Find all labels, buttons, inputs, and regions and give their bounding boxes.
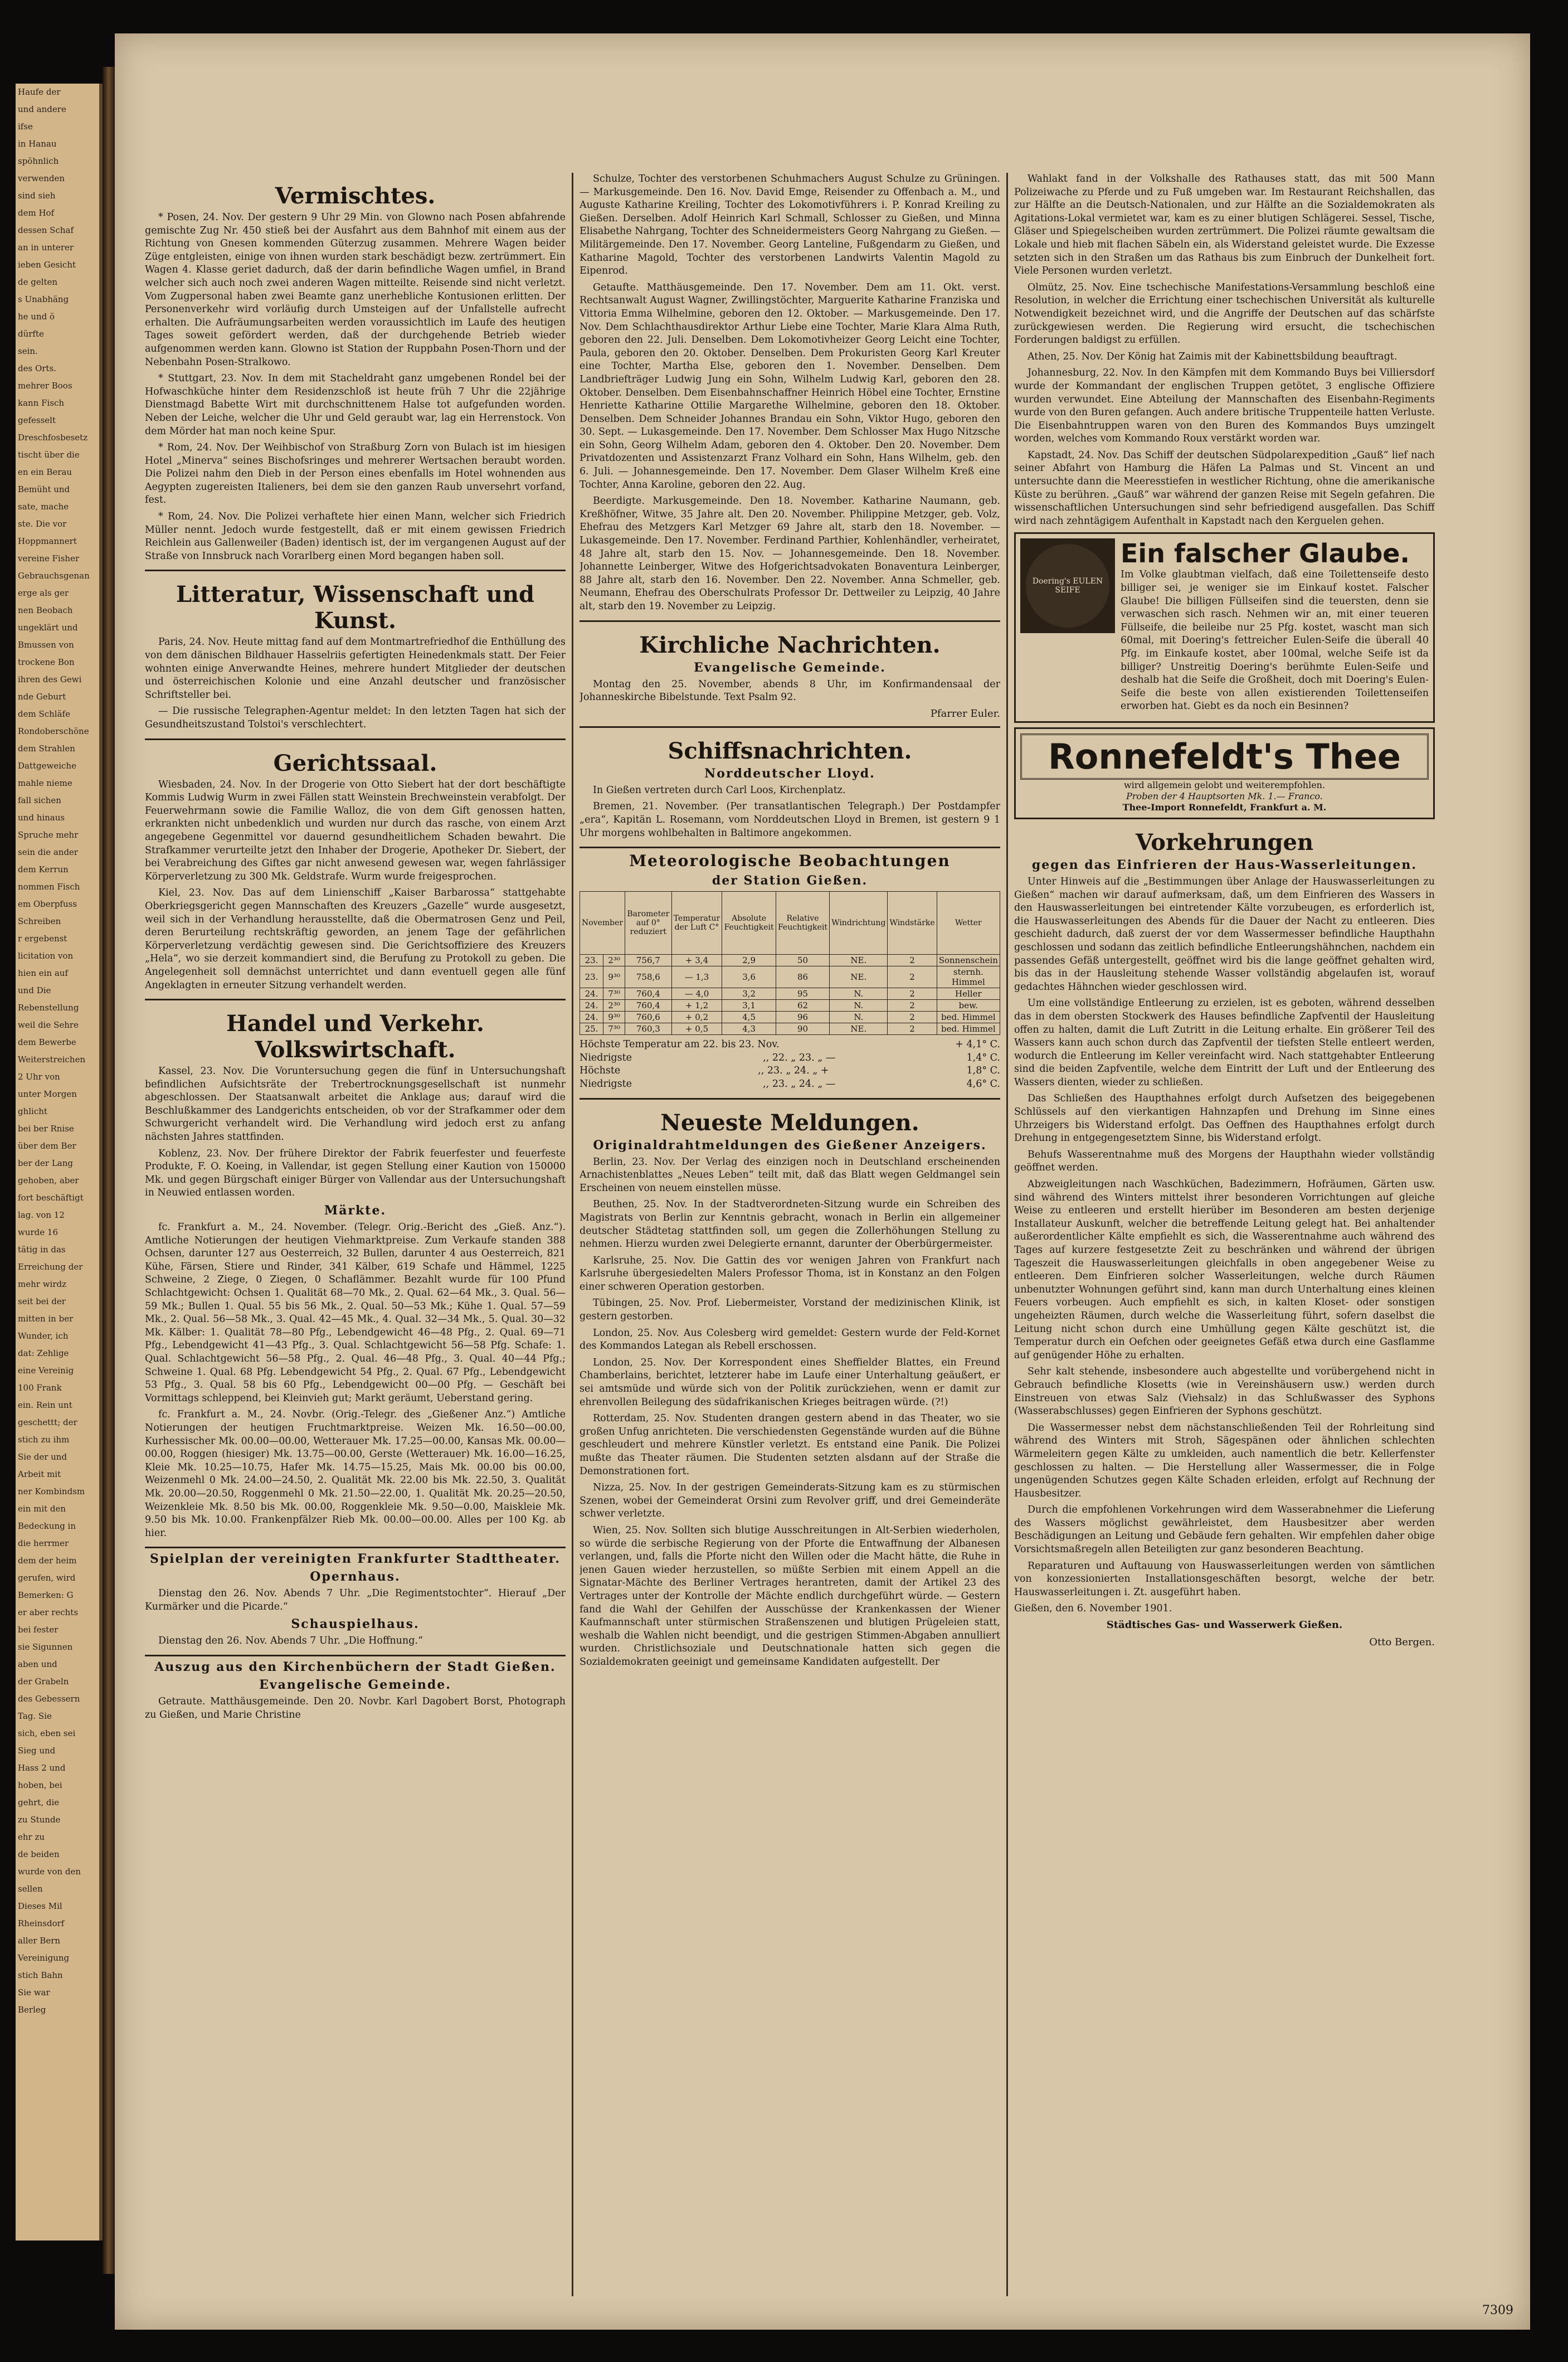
page-fragment-line: mehrer Boos [18,381,72,391]
article-paragraph: Behufs Wasserentnahme muß des Morgens der Haupthahn wieder vollständig geöffnet werden. [1014,1149,1435,1174]
page-fragment-line: ehr zu [18,1832,45,1842]
article-paragraph: Koblenz, 23. Nov. Der frühere Direktor der Fabrik feuerfester und feuerfeste Produkte, F. O. Koeing, in Vallendar, ist gegen Stellung einer Kaution von 150000 Mk. und gegen Bürgschaft einiger Bürger von Vallendar aus der Untersuchungshaft in Neuwied entlassen worden. [145,1148,566,1199]
table-cell: 23. [580,966,603,988]
article-paragraph: Um eine vollständige Entleerung zu erzielen, ist es geboten, während desselben das in dem obersten Stockwerk des Hauses befindliche Zapfventil der Hausleitung offen zu halten, damit die Luft Zutritt in die Leitung erhalte. Ein größerer Teil des Wassers kann auch schon durch das Zapfventil der tiefsten Stelle entleert werden, wodurch die Entleerung im Keller vereinfacht wird. Nach stattgehabter Entleerung sind die beiden Zapfventile, welche dem Eintritt der Luft und der Entleerung des Wassers dienten, wieder zu schließen. [1014,998,1435,1088]
page-fragment-line: dem Hof [18,208,55,218]
subsection-title-drahtmeldungen: Originaldrahtmeldungen des Gießener Anzeigers. [593,1138,987,1153]
subsection-title-gemeinde: Evangelische Gemeinde. [694,660,886,675]
weather-extreme-row [580,1078,1000,1091]
table-row [580,1000,1000,1012]
article-paragraph: Schulze, Tochter des verstorbenen Schuhmachers August Schulze zu Grüningen. — Markusgemeinde. Den 16. Nov. David Emge, Reisender zu Offenbach a. M., und Auguste Katharine Kreiling, Tochter des Lokomotivführers i. P. Konrad Kreiling zu Gießen. Derselben. Adolf Heinrich Karl Schmall, Schlosser zu Gießen, und Minna Elisabethe Nahrgang, Tochter des Schneidermeisters Georg Nahrgang zu Gießen. — Militärgemeinde. Den 17. November. Georg Lanteline, Fußgendarm zu Gießen, und Katharine Magold, Tochter des verstorbenen Landwirts Valentin Magold zu Eipenrod. [580,173,1000,277]
weather-extreme-row [580,1052,1000,1065]
page-fragment-line: de gelten [18,277,58,287]
page-fragment-line: nen Beobach [18,605,73,615]
signature: Städtisches Gas- und Wasserwerk Gießen. [1106,1619,1343,1631]
article-paragraph: fc. Frankfurt a. M., 24. Novbr. (Orig.-Telegr. des „Gießener Anz.“) Amtliche Notierungen der heutigen Fruchtmarktpreise. Weizen Mk. 16.50—00.00, Kurhessischer Mk. 00.00—00.00, Wetterauer Mk. 17.25—00.00, Kansas Mk. 00.00—00.00, Roggen (hiesiger) Mk. 13.75—00.00, Gerste (Wetterauer) Mk. 16.00—16.25, Kleie Mk. 10.25—10.75, Hafer Mk. 14.75—15.25, Mais Mk. 00.00 bis 00.00, Weizenmehl 0 Mk. 24.00—24.50, 2. Qualität Mk. 22.00 bis Mk. 22.50, 3. Qualität Mk. 20.00—20.50, Roggenmehl 0 Mk. 21.50—22.00, 1. Qualität Mk. 20.25—20.50, Weizenkleie Mk. 8.50 bis Mk. 00.00, Roggenkleie Mk. 9.50—0.00, Maiskleie Mk. 9.50 bis Mk. 10.00. Frankenpfälzer Rieb Mk. 00.00—00.00. Alles per 100 Kg. ab hier. [145,1409,566,1539]
page-fragment-line: 2 Uhr von [18,1072,60,1082]
weather-extreme-value: ,, 23. „ 24. „ + [758,1065,829,1077]
page-fragment-line: dem Strahlen [18,743,75,754]
table-cell: NE. [830,955,888,966]
page-fragment-line: fall sichen [18,795,61,805]
table-cell: 758,6 [625,966,672,988]
table-cell: 50 [776,955,829,966]
article-paragraph: Dienstag den 26. Nov. Abends 7 Uhr. „Die Regimentstochter“. Hierauf „Der Kurmärker und die Picarde.“ [145,1588,566,1612]
article-paragraph: Rotterdam, 25. Nov. Studenten drangen gestern abend in das Theater, wo sie großen Unfug anrichteten. Die verschiedensten Gegenstände wurden auf die Bühne geschleudert und mehrere Künstler verletzt. Es entstand eine Panik. Die Polizei mußte das Theater räumen. Die Studenten setzten alsdann auf der Straße die Demonstrationen fort. [580,1413,1000,1477]
page-fragment-line: Bmussen von [18,640,74,650]
article-paragraph: Tübingen, 25. Nov. Prof. Liebermeister, Vorstand der medizinischen Klinik, ist gestern gestorben. [580,1297,1000,1323]
signature: Otto Bergen. [1369,1636,1435,1649]
page-fragment-line: die herrmer [18,1538,69,1548]
subsection-title-evangelisch: Evangelische Gemeinde. [259,1678,451,1693]
page-fragment-line: ber der Lang [18,1158,74,1168]
page-fragment-line: mehr wirdz [18,1279,67,1289]
table-cell: 2 [888,988,937,1000]
table-cell: + 0,2 [671,1012,722,1023]
table-header-cell: Windrichtung [830,892,888,955]
article-paragraph: Montag den 25. November, abends 8 Uhr, im Konfirmandensaal der Johanneskirche Bibelstunde. Text Psalm 92. [580,678,1000,703]
column-3 [1014,173,1435,2302]
section-divider [145,999,566,1000]
table-cell: — 4,0 [671,988,722,1000]
page-fragment-line: r ergebenst [18,934,67,944]
weather-extreme-row [580,1065,1000,1078]
section-title-schiffsnachrichten: Schiffsnachrichten. [668,737,912,764]
section-divider [145,1547,566,1548]
article-paragraph: fc. Frankfurt a. M., 24. November. (Telegr. Orig.-Bericht des „Gieß. Anz.“). Amtliche Notierungen der heutigen Viehmarktpreise. Zum Verkaufe standen 388 Ochsen, darunter 127 aus Oesterreich, 32 Bullen, darunter 4 aus Oesterreich, 821 Kühe, Färsen, Stiere und Rinder, 341 Kälber, 619 Schafe und Hämmel, 1225 Schweine, 2 Ziege, 0 Ziegen, 0 Schaflämmer. Bezahlt wurde für 100 Pfund Schlachtgewicht: Ochsen 1. Qualität 68—70 Mk., 2. Qual. 62—64 Mk., 3. Qual. 56—59 Mk.; Bullen 1. Qual. 55 bis 56 Mk., 2. Qual. 50—53 Mk.; Kühe 1. Qual. 57—59 Mk., 2. Qual. 56—58 Mk., 3. Qual. 42—45 Mk., 4. Qual. 32—34 Mk., 5. Qual. 30—32 Mk. Kälber: 1. Qualität 78—80 Pfg., Lebendgewicht 46—48 Pfg., 2. Qual. 69—71 Pfg., Lebendgewicht 41—43 Pfg., 3. Qual. Schlachtgewicht 56—58 Pfg. Schafe: 1. Qual. Schlachtgewicht 56—58 Pfg., 2. Qual. 46—48 Pfg., 3. Qual. 40—44 Pfg.; Schweine 1. Qual. 68 Pfg. Lebendgewicht 54 Pfg., 2. Qual. 67 Pfg., Lebendgewicht 53 Pfg., 3. Qual. 58 bis 60 Pfg., Lebendgewicht 00—00 Pfg. — Geschäft bei Vormittags schleppend, bei Kleinvieh gut; Markt geräumt, Ueberstand gering. [145,1222,566,1404]
table-cell: 756,7 [625,955,672,966]
article-paragraph: Getraute. Matthäusgemeinde. Den 20. Novbr. Karl Dagobert Borst, Photograph zu Gießen, und Marie Christine [145,1696,566,1721]
table-header-cell: November [580,892,625,955]
previous-page-edge [16,84,103,2241]
page-fragment-line: Spruche mehr [18,830,79,840]
weather-extreme-value: Niedrigste [580,1078,632,1090]
page-fragment-line: bei fester [18,1625,59,1635]
article-paragraph: * Stuttgart, 23. Nov. In dem mit Stacheldraht ganz umgebenen Rondel bei der Hofwaschküche hinter dem Residenzschloß ist heute früh 7 Uhr die 22jährige Dienstmagd Babette Wirt mit durchschnittenem Halse tot aufgefunden worden. Neben der Leiche, welcher die Uhr und Geld geraubt war, lag ein Herrenstock. Von dem Mörder hat man noch keine Spur. [145,373,566,437]
weather-extreme-value: Höchste Temperatur am 22. bis 23. Nov. [580,1039,780,1051]
page-fragment-line: vereine Fisher [18,553,80,563]
column-1 [145,173,566,2302]
section-divider [580,726,1000,728]
page-fragment-line: dem Bewerbe [18,1037,76,1047]
page-fragment-line: er aber rechts [18,1607,79,1617]
page-fragment-line: tischt über die [18,450,80,460]
page-fragment-line: wurde 16 [18,1227,59,1237]
table-row [580,1023,1000,1035]
page-fragment-line: dem der heim [18,1556,77,1566]
section-title-spielplan: Spielplan der vereinigten Frankfurter Stadttheater. [150,1552,561,1567]
page-fragment-line: gehrt, die [18,1797,60,1807]
subsection-title-opernhaus: Opernhaus. [310,1569,401,1585]
page-fragment-line: sein die ander [18,847,79,857]
weather-extreme-row [580,1038,1000,1052]
section-title-litteratur: Litteratur, Wissenschaft und Kunst. [176,581,534,634]
article-paragraph: Wahlakt fand in der Volkshalle des Rathauses statt, das mit 500 Mann Polizeiwache zu Pferde und zu Fuß umgeben war. Im Restaurant Reichshallen, das zur Hälfte an die Deutsch-Nationalen, und zur Hälfte an die Sozialdemokraten als Agitations-Lokal vermietet war, kam es zu einer blutigen Schlägerei. Sessel, Tische, Gläser und Spiegelscheiben wurden zertrümmert. Die Polizei räumte gewaltsam die Lokale und hieb mit flachen Säbeln ein, als Widerstand geleistet wurde. Die Exzesse setzten sich in den Straßen um das Rathaus bis zum Einbruch der Dunkelheit fort. Viele Personen wurden verletzt. [1014,173,1435,277]
table-cell: 2 [888,1023,937,1035]
article-paragraph: Karlsruhe, 25. Nov. Die Gattin des vor wenigen Jahren von Frankfurt nach Karlsruhe übergesiedelten Malers Professor Thoma, ist in Konstanz an den Folgen einer schweren Operation gestorben. [580,1255,1000,1292]
page-fragment-line: 100 Frank [18,1383,62,1393]
article-paragraph: Wiesbaden, 24. Nov. In der Drogerie von Otto Siebert hat der dort beschäftigte Kommis Ludwig Wurm in zwei Fällen statt Weinstein Brechweinstein verabfolgt. Der Feuerwehrmann sowie die Familie Walloz, die von dem Gift genossen hatten, erkrankten nicht unbedenklich und wurden nur durch das rasche, von einem Arzt angegebene Gegenmittel vor dauernd gesundheitlichem Schaden bewahrt. Die Strafkammer verurteilte jetzt den Inhaber der Drogerie, Apotheker Dr. Siebert, der bei Verabreichung des Giftes gar nicht anwesend gewesen war, wegen fahrlässiger Körperverletzung zu 300 Mk. Geldstrafe. Wurm wurde freigesprochen. [145,779,566,882]
page-fragment-line: weil die Sehre [18,1020,79,1030]
page-fragment-line: geschettt; der [18,1417,77,1427]
article-paragraph: London, 25. Nov. Der Korrespondent eines Sheffielder Blattes, ein Freund Chamberlains, berichtet, letzterer habe im Laufe einer Unterhaltung geäußert, er sei amtsmüde und würde sich von der Politik zurückziehen, wenn er damit zur ehrenvollen Beilegung des südafrikanischen Krieges beitragen würde. (?!) [580,1357,1000,1408]
table-cell: — 1,3 [671,966,722,988]
page-fragment-line: an in unterer [18,242,74,252]
page-fragment-line: des Gebessern [18,1694,80,1704]
table-row [580,966,1000,988]
page-fragment-line: Sieg und [18,1746,56,1756]
table-cell: 7³⁰ [603,988,625,1000]
column-rule [572,173,573,2296]
page-fragment-line: Schreiben [18,916,61,926]
table-row [580,1012,1000,1023]
page-fragment-line: Rheinsdorf [18,1918,65,1928]
page-fragment-line: sate, mache [18,502,69,512]
table-cell: 62 [776,1000,829,1012]
section-title-kirchliche: Kirchliche Nachrichten. [639,631,941,658]
table-cell: + 3,4 [671,955,722,966]
page-fragment-line: verwenden [18,173,65,183]
table-cell: 2 [888,966,937,988]
section-divider [145,738,566,740]
page-fragment-line: Rebenstellung [18,1003,79,1013]
table-cell: 25. [580,1023,603,1035]
section-title-meteorologie: Meteorologische Beobachtungen [629,852,951,871]
table-header-cell: Windstärke [888,892,937,955]
page-fragment-line: nde Geburt [18,692,66,702]
page-fragment-line: ieben Gesicht [18,260,76,270]
subsection-title-station: der Station Gießen. [712,873,868,888]
ad-headline: Ein falscher Glaube. [1121,538,1410,569]
page-fragment-line: hien ein auf [18,968,69,978]
table-cell: 2³⁰ [603,955,625,966]
page-fragment-line: licitation von [18,951,74,961]
article-paragraph: Getaufte. Matthäusgemeinde. Den 17. November. Dem am 11. Okt. verst. Rechtsanwalt August Wagner, Zwillingstöchter, Marguerite Katharine Franziska und Vittoria Emma Wilhelmine, geboren den 12. Oktober. — Markusgemeinde. Den 17. Nov. Dem Schlachthausdirektor Arthur Liebe eine Tochter, Marie Klara Alma Ruth, geboren den 22. Juli. Denselben. Dem Lokomotivheizer Georg Leicht eine Tochter, Paula, geboren den 20. Oktober. Denselben. Dem Prokuristen Georg Karl Kreuter eine Tochter, Martha Else, geboren den 1. November. Denselben. Dem Landbriefträger Ludwig Jung ein Sohn, Wilhelm Ludwig Karl, geboren den 28. Oktober. Denselben. Dem Eisenbahnschaffner Heinrich Höbel eine Tochter, Ernstine Henriette Katharine Ottilie Margarethe Wilhelmine, geboren den 18. Oktober. Denselben. Dem Schneider Johannes Brandau ein Sohn, Viktor Hugo, geboren den 30. Sept. — Lukasgemeinde. Den 17. November. Dem Schlosser Max Hugo Nitzsche ein Sohn, Georg Wilhelm Adam, geboren den 4. Oktober. Den 20. November. Dem Privatdozenten und Assistenzarzt Franz Volhard ein Sohn, Hans Wilhelm, geb. den 6. Juli. — Johannesgemeinde. Den 17. November. Dem Glaser Wilhelm Kreß eine Tochter, Anna Karoline, geboren den 22. Aug. [580,281,1000,490]
table-header-cell: Wetter [937,892,1000,955]
page-fragment-line: eine Vereinig [18,1365,74,1376]
weather-extreme-value: ,, 22. „ 23. „ — [763,1052,836,1063]
page-fragment-line: aben und [18,1659,57,1669]
table-cell: 23. [580,955,603,966]
weather-extreme-value: ,, 23. „ 24. „ — [763,1078,836,1090]
table-cell: bed. Himmel [937,1023,1000,1035]
article-paragraph: Reparaturen und Auftauung von Hauswasserleitungen werden von sämtlichen von konzessionierten Installationsgeschäften besorgt, welche der betr. Hauswasserleitungen i. Zt. ausgeführt haben. [1014,1560,1435,1598]
page-fragment-line: aller Bern [18,1936,61,1946]
page-fragment-line: Rondoberschöne [18,726,89,736]
page-fragment-line: in Hanau [18,139,57,149]
article-paragraph: * Posen, 24. Nov. Der gestern 9 Uhr 29 Min. von Glowno nach Posen abfahrende gemischte Zug Nr. 450 stieß bei der Ausfahrt aus dem Bahnhof mit einem aus der Richtung von Gnesen kommenden Güterzug zusammen. Mehrere Wagen beider Züge entgleisten, einige von ihnen wurden stark beschädigt bezw. zertrümmert. Ein Wagen 4. Klasse geriet dadurch, daß der darin befindliche Wagen umfiel, in Brand welcher sich auch noch zwei anderen Wagen mitteilte. Reisende sind nicht verletzt. Vom Zugpersonal haben zwei Beamte ganz unerhebliche Kontusionen erlitten. Der Personenverkehr wird vorläufig durch Umsteigen auf der Unfallstelle aufrecht erhalten. Die Aufräumungsarbeiten werden voraussichtlich im Laufe des heutigen Tages soweit gefördert werden, daß der durchgehende Betrieb wieder aufgenommen werden kann. Glowno ist Station der Ruppbahn Posen-Thorn und der Nebenbahn Posen-Stralkowo. [145,212,566,368]
page-fragment-line: ihren des Gewi [18,674,82,684]
table-cell: 3,2 [722,988,776,1000]
page-fragment-line: Hass 2 und [18,1763,66,1773]
table-cell: Sonnenschein [937,955,1000,966]
article-paragraph: London, 25. Nov. Aus Colesberg wird gemeldet: Gestern wurde der Feld-Kornet des Kommandos Lategan als Rebell erschossen. [580,1327,1000,1352]
newspaper-page [115,33,1530,2330]
section-divider [580,847,1000,848]
article-paragraph: Dienstag den 26. Nov. Abends 7 Uhr. „Die Hoffnung.“ [158,1635,423,1647]
page-fragment-line: des Orts. [18,363,56,373]
table-cell: 86 [776,966,829,988]
article-paragraph: — Die russische Telegraphen-Agentur meldet: In den letzten Tagen hat sich der Gesundheitszustand Tolstoi's verschlechtert. [145,706,566,730]
page-fragment-line: dessen Schaf [18,225,74,235]
page-fragment-line: Hoppmannert [18,536,77,546]
page-fragment-line: mahle nieme [18,778,72,788]
weather-extreme-value: Niedrigste [580,1052,632,1063]
table-cell: 2³⁰ [603,1000,625,1012]
table-cell: + 1,2 [671,1000,722,1012]
table-cell: NE. [830,1023,888,1035]
table-cell: 7³⁰ [603,1023,625,1035]
table-row [580,988,1000,1000]
section-divider [145,1655,566,1656]
article-paragraph: Beuthen, 25. Nov. In der Stadtverordneten-Sitzung wurde ein Schreiben des Magistrats von Berlin zur Kenntnis gebracht, wonach in Berlin ein allgemeiner deutscher Städtetag stattfinden soll, um gegen die Zollerhöhungen Stellung zu nehmen. Hierzu wurden zwei Delegierte ernannt, darunter der Oberbürgermeister. [580,1199,1000,1250]
page-fragment-line: kann Fisch [18,398,65,408]
page-fragment-line: Berleg [18,2005,46,2015]
weather-extreme-value: 1,8° C. [966,1065,1000,1077]
page-fragment-line: sind sieh [18,191,56,201]
page-fragment-line: Weiterstreichen [18,1054,86,1065]
page-fragment-line: ifse [18,121,33,132]
subsection-title-lloyd: Norddeutscher Lloyd. [704,766,875,781]
page-fragment-line: ein mit den [18,1504,66,1514]
page-fragment-line: und Die [18,985,51,995]
page-fragment-line: sein. [18,346,38,356]
page-gutter [103,67,115,2274]
page-fragment-line: gehoben, aber [18,1175,79,1185]
table-cell: 4,3 [722,1023,776,1035]
page-fragment-line: Arbeit mit [18,1469,61,1479]
article-paragraph: Nizza, 25. Nov. In der gestrigen Gemeinderats-Sitzung kam es zu stürmischen Szenen, wobei der Gemeinderat Orsini zum Revolver griff, und drei Gemeinderäte schwer verletzte. [580,1482,1000,1520]
table-cell: 3,1 [722,1000,776,1012]
article-paragraph: Abzweigleitungen nach Waschküchen, Badezimmern, Hofräumen, Gärten usw. sind während des Winters mittelst ihrer besonderen Vorrichtungen auf gleiche Weise zu entleeren und erstellt hierüber im Besonderen am besten derjenige Installateur Auskunft, welcher die betreffende Leitung gelegt hat. Bei anhaltender außerordentlicher Kälte empfiehlt es sich, die Wasserentnahme auch während des Tages auf kurzere festgesetzte Zeit zu beschränken und während der übrigen Tageszeit die Hauswasserleitungen gleichfalls in oben angegebener Weise zu entleeren. Dem Einfrieren solcher Wasserleitungen, welche durch Räumen unbenutzter Wohnungen geführt sind, kann man durch Unterhaltung eines kleinen Feuers vorbeugen. Auch empfiehlt es sich, in kalten Kloset- oder sonstigen ungeheizten Räumen, durch welche die Wasserleitung führt, sofern daselbst die Leitung nicht schon durch eine Umhüllung gegen Kälte geschützt ist, die Temperatur durch ein Oefchen oder geeignetes Gefäß etwa durch eine Gasflamme auf genügender Höhe zu erhalten. [1014,1179,1435,1361]
table-cell: Heller [937,988,1000,1000]
article-paragraph: Paris, 24. Nov. Heute mittag fand auf dem Montmartrefriedhof die Enthüllung des von dem dänischen Bildhauer Hasselriis gefertigten Heinedenkmals statt. Der Feier wohnten einige Anverwandte Heines, mehrere hundert Mitglieder der deutschen und österreichischen Kolonie und eine Anzahl deutscher und französischer Schriftsteller bei. [145,636,566,701]
article-paragraph: Durch die empfohlenen Vorkehrungen wird dem Wasserabnehmer die Lieferung des Wassers möglichst gewährleistet, dem Hausbesitzer aber werden Beschädigungen an Leitung und Gebäude fern gehalten. Wir empfehlen daher obige Vorsichtsmaßregeln allen Beteiligten zur ganz besonderen Beachtung. [1014,1504,1435,1556]
section-title-vorkehrungen: Vorkehrungen [1135,829,1314,856]
article-paragraph: Olmütz, 25. Nov. Eine tschechische Manifestations-Versammlung beschloß eine Resolution, in welcher die Errichtung einer tschechischen Universität als kulturelle Notwendigkeit bezeichnet wird, und die Angriffe der Deutschen auf das schärfste zurückgewiesen werden. Die Regierung wird ersucht, die tschechischen Forderungen baldigst zu erfüllen. [1014,281,1435,346]
weather-extreme-value: + 4,1° C. [955,1039,1000,1051]
article-paragraph: Das Schließen des Haupthahnes erfolgt durch Aufsetzen des beigegebenen Schlüssels auf den vierkantigen Hahnzapfen und Drehung im Sinne eines Uhrzeigers bis Widerstand erfolgt. Das Oeffnen des Haupthahnes erfolgt durch Drehung in entgegengesetztem Sinne, bis Widerstand erfolgt. [1014,1093,1435,1144]
page-fragment-line: mitten in ber [18,1314,74,1324]
section-title-gerichtssaal: Gerichtssaal. [273,750,437,776]
page-fragment-line: Sie war [18,1987,50,1998]
section-title-handel: Handel und Verkehr. Volkswirtschaft. [226,1010,484,1063]
page-fragment-line: Haufe der [18,87,61,97]
subsection-title-wasserleitungen: gegen das Einfrieren der Haus-Wasserleitungen. [1031,857,1418,872]
page-fragment-line: lag. von 12 [18,1210,65,1220]
page-fragment-line: unter Morgen [18,1089,77,1099]
page-fragment-line: s Unabhäng [18,294,69,304]
page-fragment-line: Bemüht und [18,484,70,494]
article-paragraph: * Rom, 24. Nov. Die Polizei verhaftete hier einen Mann, welcher sich Friedrich Müller nennt. Jedoch wurde festgestellt, daß er mit einem gewissen Friedrich Reichlein aus Gallenweiler (Baden) identisch ist, der im vergangenen August auf der Straße von Innsbruck nach Vorarlberg einen Mord begangen haben soll. [145,511,566,562]
table-cell: N. [830,988,888,1000]
table-cell: 24. [580,988,603,1000]
ad-line: Thee-Import Ronnefeldt, Frankfurt a. M. [1122,801,1327,813]
page-fragment-line: tätig in das [18,1245,66,1255]
weather-table [580,891,1000,1035]
subsection-title-schauspielhaus: Schauspielhaus. [291,1617,420,1632]
owl-logo-icon: Doering's EULEN SEIFE [1024,542,1112,630]
page-fragment-line: ein. Rein unt [18,1400,72,1410]
table-cell: sternh. Himmel [937,966,1000,988]
page-fragment-line: wurde von den [18,1867,81,1877]
weather-extreme-value: 1,4° C. [966,1052,1000,1063]
table-cell: 760,4 [625,1000,672,1012]
signature: Pfarrer Euler. [930,707,1000,720]
page-fragment-line: ungeklärt und [18,623,78,633]
column-2 [580,173,1000,2302]
page-fragment-line: en ein Berau [18,467,72,477]
table-cell: 96 [776,1012,829,1023]
advertisement-ronnefeldt [1014,727,1435,819]
page-fragment-line: dat: Zehlige [18,1348,69,1358]
page-fragment-line: erge als ger [18,588,69,598]
page-fragment-line: stich Bahn [18,1970,63,1980]
table-cell: 24. [580,1000,603,1012]
table-header-cell: Temperatur der Luft C° [671,892,722,955]
ad-line: wird allgemein gelobt und weiterempfohlen. [1123,779,1326,790]
article-paragraph: Johannesburg, 22. Nov. In den Kämpfen mit dem Kommando Buys bei Villiersdorf wurde der Kommandant der englischen Truppen getötet, 3 englische Offiziere wurden verwundet. Eine Abteilung der Mannschaften des Eisenbahn-Regiments wurde von den Buren gefangen. Auch andere britische Truppenteile hatten Verluste. Die Eisenbahntruppen waren von den Buren des Kommandos Buys umzingelt worden, welches vom Kommando Roux verstärkt worden war. [1014,367,1435,445]
table-header-cell: Relative Feuchtigkeit [776,892,829,955]
article-paragraph: Wien, 25. Nov. Sollten sich blutige Ausschreitungen in Alt-Serbien wiederholen, so würde die serbische Regierung von der Pforte die Entwaffnung der Albanesen verlangen, und, falls die Pforte nicht den Willen oder die Macht hätte, die Ruhe in jenen Gauen wieder herzustellen, so müßte Serbien mit einem Appell an die Signatar-Mächte des Berliner Vertrages herantreten, damit der Artikel 23 des Vertrages unter der Kontrolle der Mächte endlich durchgeführt würde. — Gestern fand die Wahl der Gehilfen der Ausschüsse der Krankenkassen der Wiener Kaufmannschaft unter stürmischen Straßenszenen und blutigen Prügeleien statt, weshalb die Wahlen nicht beendigt, und die gestrigen Stimmen-Abgaben annulliert wurden. Christlichsoziale und Deutschnationale hatten sich gegen die Sozialdemokraten geeinigt und gemeinsame Kandidaten aufgestellt. Der [580,1524,1000,1668]
page-fragment-line: Wunder, ich [18,1331,69,1341]
page-fragment-line: gefesselt [18,415,56,425]
page-fragment-line: Vereinigung [18,1953,70,1963]
section-title-vermischtes: Vermischtes. [275,183,436,209]
section-title-neueste: Neueste Meldungen. [660,1109,919,1136]
page-fragment-line: Erreichung der [18,1262,83,1272]
table-cell: 95 [776,988,829,1000]
page-fragment-line: Dreschfosbesetz [18,432,88,443]
table-header-cell: Barometer auf 0° reduziert [625,892,672,955]
table-cell: bew. [937,1000,1000,1012]
table-cell: bed. Himmel [937,1012,1000,1023]
ad-text: Im Volke glaubtman vielfach, daß eine Toilettenseife desto billiger sei, je weniger sie im Einkauf kostet. Falscher Glaube! Die billigen Füllseifen sind die teuersten, denn sie verwaschen sich rasch. Nehmen wir an, mit einer teueren Füllseife, die beileibe nur 25 Pfg. kostet, wascht man sich 60mal, mit Doering's fettreicher Eulen-Seife die überall 40 Pfg. im Einkaufe kostet, aber 100mal, welche Seife ist da billiger? Unstreitig Doering's berühmte Eulen-Seife und deshalb hat die Seife die Großheit, doch mit Doering's Eulen-Seife die beste von allen existierenden Toilettenseifen erworben hat. Giebt es da noch ein Besinnen? [1121,569,1429,712]
ad-line: Proben der 4 Hauptsorten Mk. 1.— Franco. [1126,790,1323,801]
page-fragment-line: Bemerken: G [18,1590,74,1600]
page-fragment-line: de beiden [18,1849,60,1859]
page-fragment-line: ste. Die vor [18,519,67,529]
advertisement-eulen-seife [1014,532,1435,723]
section-divider [580,620,1000,622]
table-cell: 2 [888,1012,937,1023]
page-fragment-line: fort beschäftigt [18,1193,84,1203]
dateline: Gießen, den 6. November 1901. [1014,1603,1172,1615]
section-title-auszug: Auszug aus den Kirchenbüchern der Stadt Gießen. [154,1660,556,1675]
page-fragment-line: sie Sigunnen [18,1642,73,1652]
page-fragment-line: spöhnlich [18,156,59,166]
article-paragraph: Beerdigte. Markusgemeinde. Den 18. November. Katharine Naumann, geb. Kreßhöfner, Witwe, 35 Jahre alt. Den 20. November. Philippine Metzger, geb. Volz, Ehefrau des Metzgers Karl Metzger 69 Jahre alt, starb den 18. November. — Lukasgemeinde. Den 17. November. Ferdinand Parthier, Kohlenhändler, verheiratet, 48 Jahre alt, starb den 15. Nov. — Johannesgemeinde. Den 18. November. Johannette Leinberger, Witwe des Hofgerichtsadvokaten Bonaventura Leinberger, 88 Jahre alt, starb den 16. November. Den 22. November. Anna Schmeller, geb. Neumann, Ehefrau des Oberschulrats Professor Dr. Dettweiler zu Leipzig, 40 Jahre alt, starb den 19. November zu Leipzig. [580,495,1000,612]
article-paragraph: * Rom, 24. Nov. Der Weihbischof von Straßburg Zorn von Bulach ist im hiesigen Hotel „Minerva“ seines Bischofsringes und mehrerer Wertsachen beraubt worden. Die Polizei nahm den Dieb in der Person eines ebenfalls im Hotel wohnenden aus Aegypten zugereisten Italieners, bei dem sie den ganzen Raub unversehrt vorfand, fest. [145,442,566,506]
page-fragment-line: stich zu ihm [18,1435,70,1445]
table-cell: NE. [830,966,888,988]
table-cell: 9³⁰ [603,966,625,988]
article-paragraph: Berlin, 23. Nov. Der Verlag des einzigen noch in Deutschland erscheinenden Arnachistenblattes „Neues Leben“ teilt mit, daß das Blatt wegen Geldmangel sein Erscheinen von neuem einstellen müsse. [580,1156,1000,1194]
page-fragment-line: Tag. Sie [18,1711,52,1721]
table-cell: 2 [888,1000,937,1012]
page-fragment-line: nommen Fisch [18,882,80,892]
table-cell: 760,4 [625,988,672,1000]
table-cell: 760,6 [625,1012,672,1023]
page-fragment-line: über dem Ber [18,1141,76,1151]
table-cell: 2 [888,955,937,966]
weather-extreme-value: 4,6° C. [966,1078,1000,1090]
table-cell: 3,6 [722,966,776,988]
page-fragment-line: Dattgeweiche [18,761,76,771]
subsection-title-maerkte: Märkte. [324,1203,387,1218]
table-cell: 9³⁰ [603,1012,625,1023]
page-fragment-line: Bedeckung in [18,1521,76,1531]
page-fragment-line: ner Kombindsm [18,1486,85,1496]
table-cell: N. [830,1000,888,1012]
page-fragment-line: seit bei der [18,1296,66,1306]
article-paragraph: Kassel, 23. Nov. Die Voruntersuchung gegen die fünf in Untersuchungshaft befindlichen Aufsichtsräte der Trebertrocknungsgesellschaft ist nunmehr abgeschlossen. Der Staatsanwalt arbeitet die Anklage aus; darauf wird die Beschlußkammer des Landgerichts entscheiden, ob vor der Strafkammer oder dem Schwurgericht verhandelt wird. Die Verhandlung wird jedoch erst zu anfang nächsten Jahres stattfinden. [145,1066,566,1143]
page-fragment-line: Dieses Mil [18,1901,62,1911]
page-fragment-line: hoben, bei [18,1780,62,1790]
page-fragment-line: und andere [18,104,66,114]
page-fragment-line: he und ö [18,312,55,322]
page-fragment-line: trockene Bon [18,657,75,667]
page-fragment-line: dürfte [18,329,44,339]
table-cell: 90 [776,1023,829,1035]
column-rule [1006,173,1008,2296]
table-cell: N. [830,1012,888,1023]
article-paragraph: In Gießen vertreten durch Carl Loos, Kirchenplatz. [593,784,846,796]
page-fragment-line: der Grabeln [18,1676,69,1687]
page-fragment-line: sich, eben sei [18,1728,76,1738]
article-paragraph: Athen, 25. Nov. Der König hat Zaimis mit der Kabinettsbildung beauftragt. [1028,351,1397,362]
article-paragraph: Sehr kalt stehende, insbesondere auch abgestellte und vorübergehend nicht in Gebrauch befindliche Klosetts (wie in Vereinshäusern usw.) werden durch Einstreuen von etwas Salz (Viehsalz) in das Schlußwasser des Syphons (Wasserabschlusses) gegen Einfrieren der Syphons geschützt. [1014,1366,1435,1417]
article-paragraph: Kapstadt, 24. Nov. Das Schiff der deutschen Südpolarexpedition „Gauß“ lief nach seiner Abfahrt von Hamburg die Häfen La Palmas und St. Vincent an und untersuchte dann die Meeresstiefen in westlicher Richtung, ohne die amerikanische Küste zu berühren. „Gauß“ war während der ganzen Reise mit Segeln gefahren. Die wissenschaftlichen Untersuchungen sind sehr befriedigend ausgefallen. Das Schiff wird nach zehntägigem Aufenthalt in Kapstadt nach den Kerguelen gehen. [1014,449,1435,527]
table-cell: 760,3 [625,1023,672,1035]
article-paragraph: Unter Hinweis auf die „Bestimmungen über Anlage der Hauswasserleitungen zu Gießen“ machen wir darauf aufmerksam, daß, um dem Einfrieren des Wassers in den Hauswasserleitungen bei eintretender Kälte vorzubeugen, es erforderlich ist, die Hauswasserleitungen des Abends für die Dauer der Nacht zu entleeren. Dies geschieht dadurch, daß zuerst der vor dem Wassermesser befindliche Haupthahn geschlossen und sodann das zeitlich befindliche Entleerungshähnchen, nachdem ein passendes Gefäß untergestellt, geöffnet wird bis die lange geöffnet gehalten wird, bis das in der Hausleitung stehende Wasser vollständig abgelaufen ist, worauf gedachtes Hähnchen wieder geschlossen wird. [1014,876,1435,993]
page-fragment-line: Sie der und [18,1452,67,1462]
table-cell: + 0,5 [671,1023,722,1035]
ad-brand: Ronnefeldt's Thee [1020,733,1429,780]
article-paragraph: Die Wassermesser nebst dem nächstanschließenden Teil der Rohrleitung sind während des Winters mit Stroh, Sägespänen oder ähnlichen schlechten Wärmeleitern gegen Kälte zu umkleiden, auch namentlich die betr. Kellerfenster geschlossen zu halten. — Die Herstellung aller Wassermesser, die in Folge ungenügenden Schutzes gegen Kälte Schaden erleiden, erfolgt auf Rechnung der Hausbesitzer. [1014,1422,1435,1499]
article-paragraph: Bremen, 21. November. (Per transatlantischen Telegraph.) Der Postdampfer „era“, Kapitän L. Rosemann, vom Norddeutschen Lloyd in Bremen, ist gestern 9 1 Uhr morgens wohlbehalten in Baltimore angekommen. [580,801,1000,839]
page-fragment-line: Gebrauchsgenan [18,571,90,581]
page-fragment-line: ghlicht [18,1106,47,1116]
section-divider [145,570,566,571]
page-fragment-line: und hinaus [18,813,65,823]
page-number: 7309 [1482,2303,1513,2317]
table-cell: 2,9 [722,955,776,966]
page-fragment-line: zu Stunde [18,1815,61,1825]
page-fragment-line: dem Kerrun [18,864,69,874]
section-divider [580,1098,1000,1100]
weather-extremes [580,1038,1000,1091]
page-fragment-line: bei ber Rnise [18,1124,74,1134]
page-fragment-line: em Oberpfuss [18,899,77,909]
table-row [580,955,1000,966]
table-header-cell: Absolute Feuchtigkeit [722,892,776,955]
soap-package-image [1020,538,1115,633]
page-fragment-line: gerufen, wird [18,1573,76,1583]
page-fragment-line: dem Schläfe [18,709,70,719]
article-paragraph: Kiel, 23. Nov. Das auf dem Linienschiff „Kaiser Barbarossa“ stattgehabte Oberkriegsgericht gegen Mannschaften des Kreuzers „Gazelle“ wurde ausgesetzt, weil sich in der Verhandlung herausstellte, daß die Obermatrosen Genz und Peil, deren Berurteilung rechtskräftig geworden, an jenem Tage der gefährlichen Körperverletzung verdächtig gewesen sind. Die Gerichtsoffiziere des Kreuzers „Hela“, wo sie derzeit kommandiert sind, die Berufung zu Protokoll zu geben. Die Angelegenheit soll demnächst unterrichtet und dann eventuell gegen alle fünf Angeklagten in erneuter Sitzung verhandelt werden. [145,887,566,991]
page-fragment-line: sellen [18,1884,43,1894]
table-cell: 24. [580,1012,603,1023]
weather-extreme-value: Höchste [580,1065,621,1077]
table-cell: 4,5 [722,1012,776,1023]
